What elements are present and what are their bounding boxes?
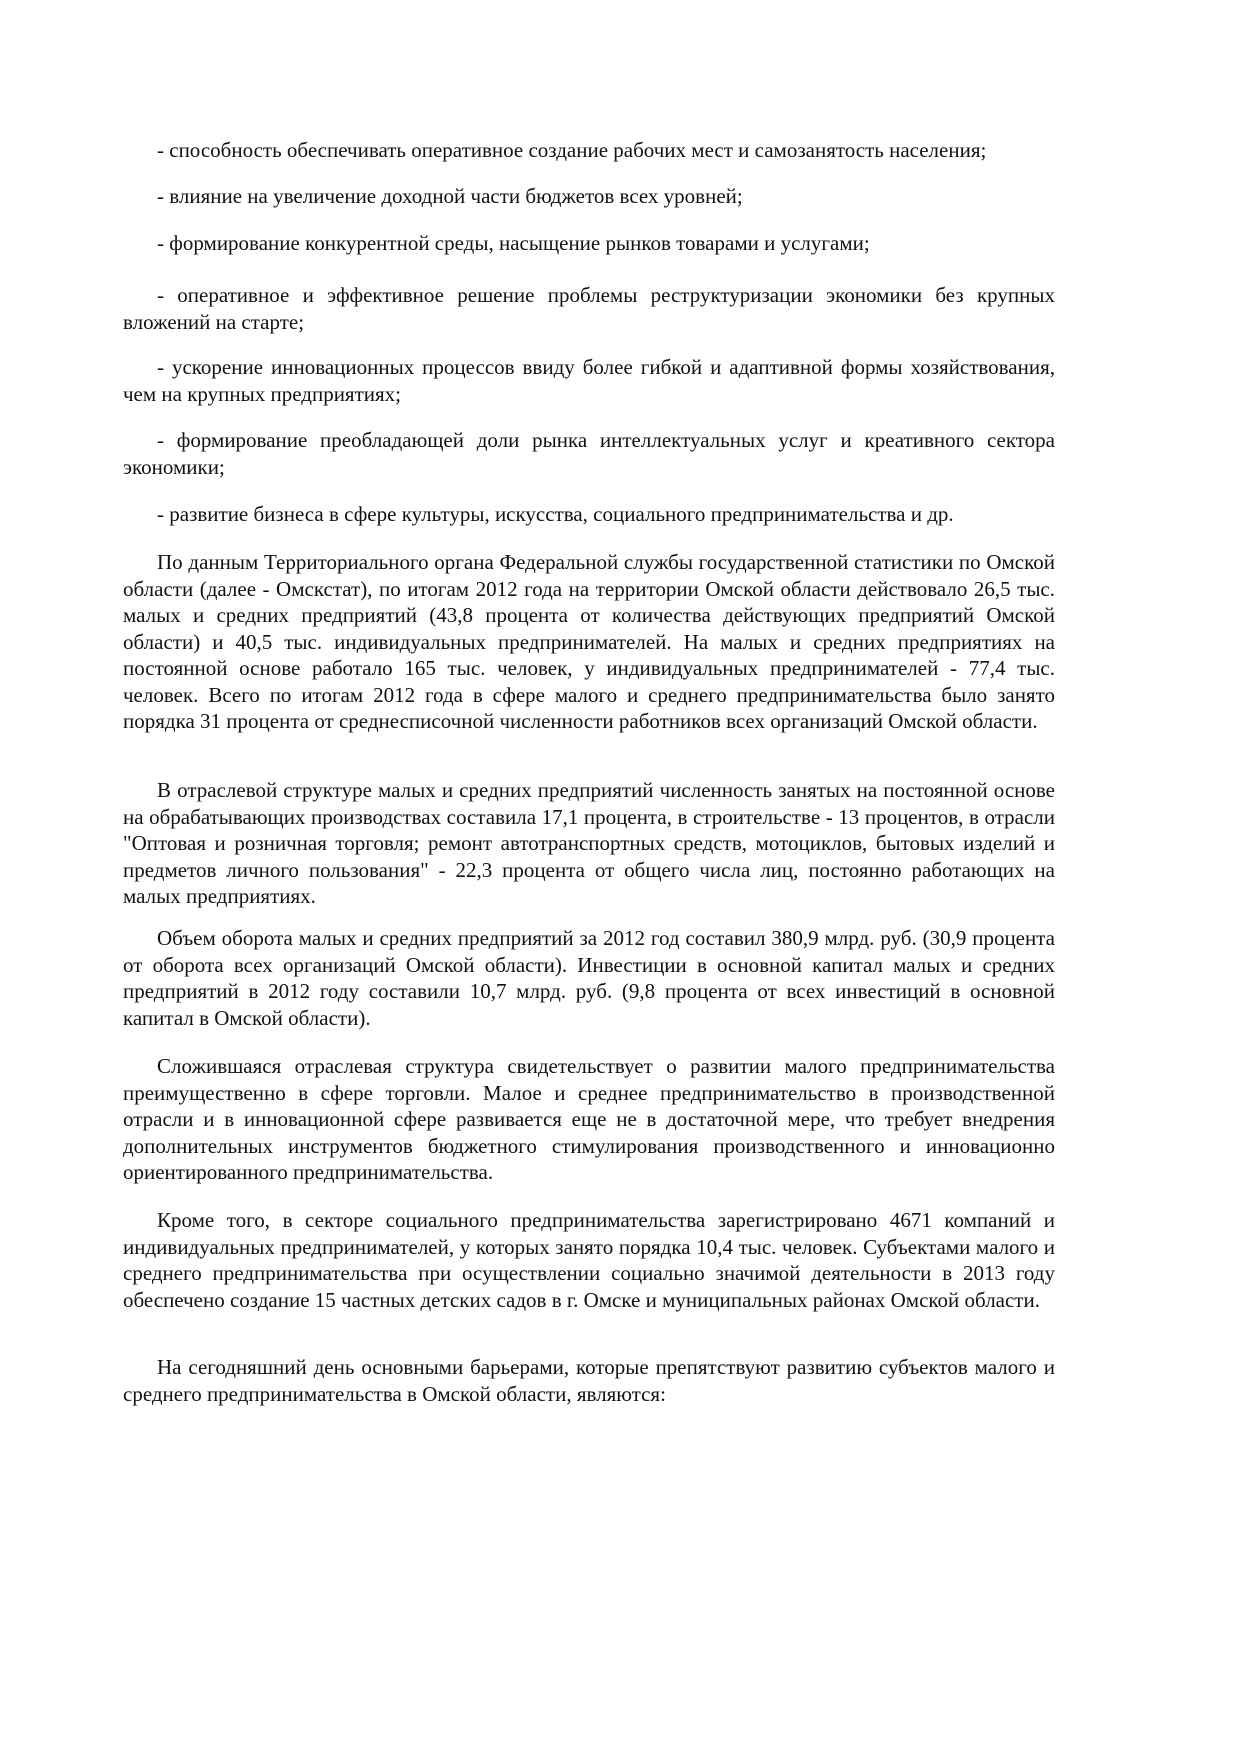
bullet-paragraph: - влияние на увеличение доходной части бюджетов всех уровней; [157,184,743,208]
body-paragraph: Кроме того, в секторе социального предпринимательства зарегистрировано 4671 компаний и индивидуальных предпринимателей, у которых занято порядка 10,4 тыс. человек. Субъектами малого и среднего предпринимательства при осуществлении социально значимой деятельности в 2013 году обеспечено создание 15 частных детских садов в г. Омске и муниципальных районах Омской области. [123,1208,1055,1312]
bullet-paragraph: - способность обеспечивать оперативное создание рабочих мест и самозанятость населения; [157,138,987,162]
body-paragraph: Объем оборота малых и средних предприятий за 2012 год составил 380,9 млрд. руб. (30,9 процента от оборота всех организаций Омской области). Инвестиции в основной капитал малых и средних предприятий в 2012 году составили 10,7 млрд. руб. (9,8 процента от всех инвестиций в основной капитал в Омской области). [123,926,1055,1030]
body-paragraph: На сегодняшний день основными барьерами, которые препятствуют развитию субъектов малого и среднего предпринимательства в Омской области, являются: [123,1355,1055,1406]
bullet-paragraph: - развитие бизнеса в сфере культуры, искусства, социального предпринимательства и др. [157,502,954,526]
bullet-paragraph: - оперативное и эффективное решение проблемы реструктуризации экономики без крупных вложений на старте; [123,283,1055,334]
body-paragraph: Сложившаяся отраслевая структура свидетельствует о развитии малого предпринимательства преимущественно в сфере торговли. Малое и среднее предпринимательство в производственной отрасли и в инновационной сфере развивается еще не в достаточной мере, что требует внедрения дополнительных инструментов бюджетного стимулирования производственного и инновационно ориентированного предпринимательства. [123,1054,1055,1184]
bullet-paragraph: - формирование конкурентной среды, насыщение рынков товарами и услугами; [157,231,870,255]
body-paragraph: В отраслевой структуре малых и средних предприятий численность занятых на постоянной основе на обрабатывающих производствах составила 17,1 процента, в строительстве - 13 процентов, в отрасли "Оптовая и розничная торговля; ремонт автотранспортных средств, мотоциклов, бытовых изделий и предметов личного пользования" - 22,3 процента от общего числа лиц, постоянно работающих на малых предприятиях. [123,778,1055,908]
bullet-paragraph: - ускорение инновационных процессов ввиду более гибкой и адаптивной формы хозяйствования, чем на крупных предприятиях; [123,355,1055,406]
bullet-paragraph: - формирование преобладающей доли рынка интеллектуальных услуг и креативного сектора экономики; [123,428,1055,479]
body-paragraph: По данным Территориального органа Федеральной службы государственной статистики по Омской области (далее - Омскстат), по итогам 2012 года на территории Омской области действовало 26,5 тыс. малых и средних предприятий (43,8 процента от количества действующих предприятий Омской области) и 40,5 тыс. индивидуальных предпринимателей. На малых и средних предприятиях на постоянной основе работало 165 тыс. человек, у индивидуальных предпринимателей - 77,4 тыс. человек. Всего по итогам 2012 года в сфере малого и среднего предпринимательства было занято порядка 31 процента от среднесписочной численности работников всех организаций Омской области. [123,550,1055,733]
